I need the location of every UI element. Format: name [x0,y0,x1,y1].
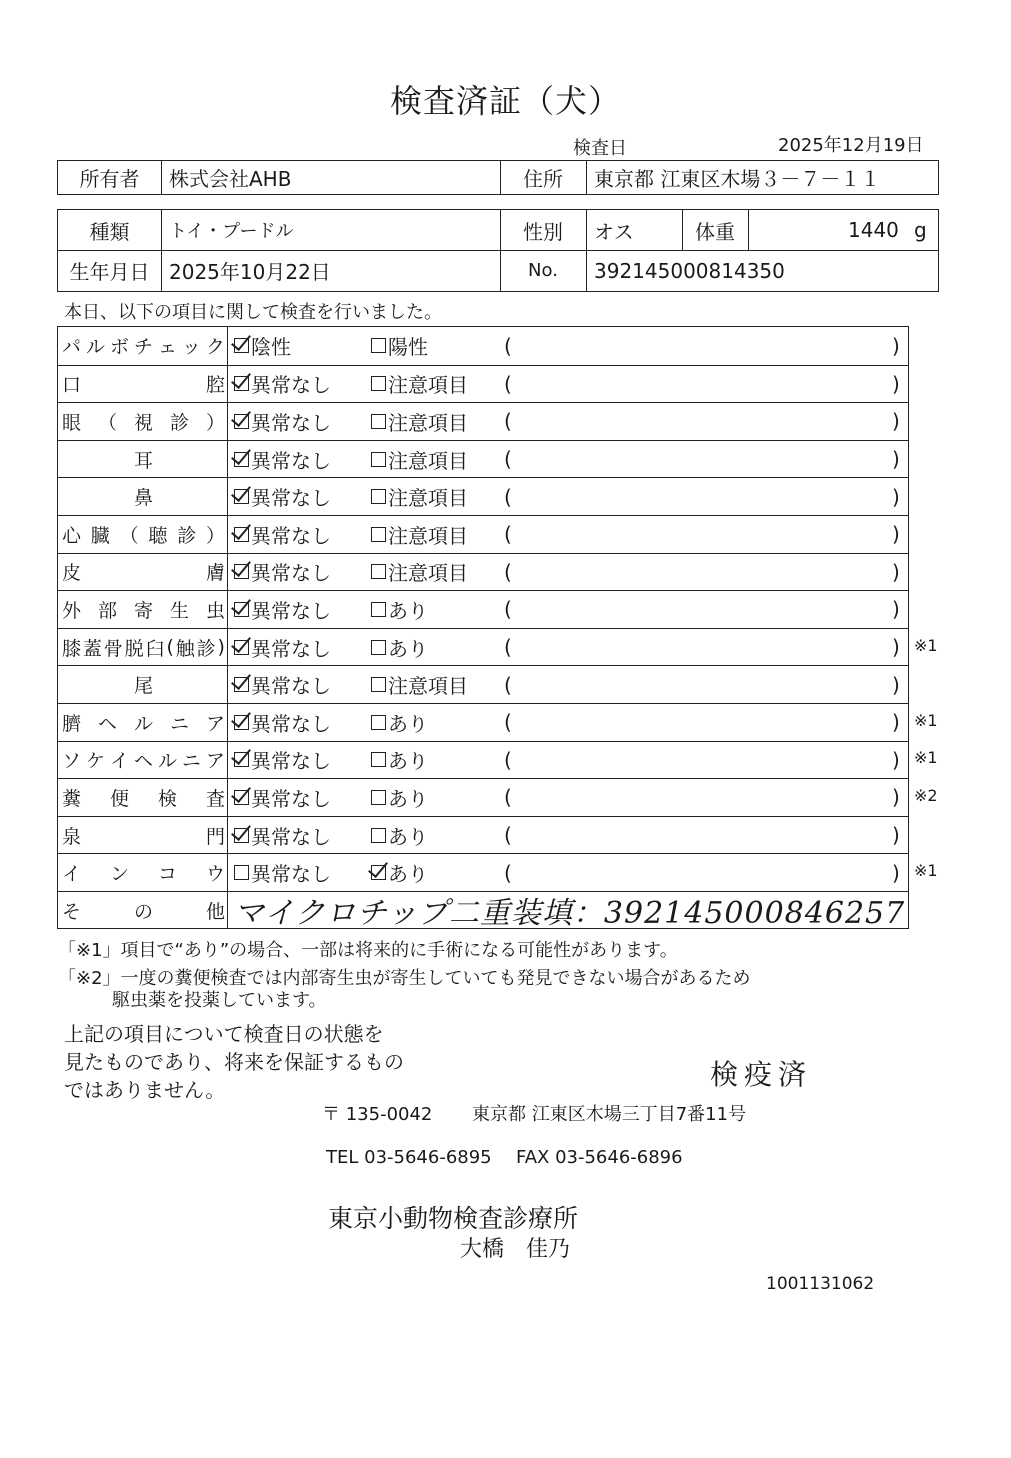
dob-value: 2025年10月22日 [169,260,331,284]
option-2-label: 注意項目 [388,448,468,473]
checkbox-icon[interactable] [234,602,249,617]
check-row [58,628,908,666]
option-2[interactable] [371,554,468,591]
paren-open: ( [504,860,512,885]
option-1-label: 異常なし [251,561,331,586]
check-label: 鼻 [133,487,153,510]
checkbox-icon[interactable] [371,527,386,542]
option-1-label: 異常なし [251,486,331,511]
footnote-marker: ※1 [914,635,938,655]
checkbox-icon[interactable] [234,828,249,843]
paren-open: ( [504,333,512,358]
option-2-label: あり [388,636,428,661]
exam-date-label: 検査日 [573,138,627,159]
disclaimer-line-1: 上記の項目について検査日の状態を [64,1022,384,1046]
check-row [58,402,908,440]
option-2[interactable] [371,366,468,403]
weight-label: 体重 [695,219,735,244]
option-1-label: 異常なし [251,598,331,623]
checkbox-icon[interactable] [234,376,249,391]
check-label: 泉 門 [62,825,225,848]
paren-open: ( [504,447,512,472]
option-2[interactable] [371,591,428,628]
check-row [58,703,908,741]
check-label: 耳 [133,449,153,472]
check-label: 外 部 寄 生 虫 [62,599,225,622]
option-1-label: 異常なし [251,523,331,548]
paren-close: ) [892,785,900,810]
exam-date-value: 2025年12月19日 [778,135,924,156]
check-row [58,365,908,403]
option-1-label: 異常なし [251,448,331,473]
option-1[interactable] [234,516,331,553]
breed-label: 種類 [89,219,130,244]
paren-open: ( [504,559,512,584]
footnote-marker: ※1 [914,710,938,730]
checkbox-icon[interactable] [234,640,249,655]
owner-label: 所有者 [79,167,140,191]
checkbox-icon[interactable] [371,564,386,579]
check-row [58,816,908,854]
footnote-marker: ※1 [914,748,938,768]
option-1[interactable] [234,366,331,403]
paren-close: ) [892,635,900,660]
owner-value: 株式会社AHB [169,167,292,191]
option-2[interactable] [371,742,428,779]
checkbox-icon[interactable] [371,489,386,504]
checkbox-icon[interactable] [371,640,386,655]
check-label: 眼 （ 視 診 ） [62,411,225,434]
clinic-name: 東京小動物検査診療所 [328,1204,579,1233]
option-2[interactable] [371,516,468,553]
check-row [58,590,908,628]
sex-label: 性別 [523,219,563,244]
check-row [58,515,908,553]
option-2-label: あり [388,749,428,774]
paren-close: ) [892,597,900,622]
option-1-label: 異常なし [251,824,331,849]
weight-unit: g [914,218,927,242]
check-row [58,327,908,365]
clinic-fax: FAX 03-5646-6896 [516,1147,683,1168]
checkbox-icon[interactable] [234,564,249,579]
checkbox-icon[interactable] [234,790,249,805]
paren-open: ( [504,522,512,547]
check-row [58,778,908,816]
paren-close: ) [892,333,900,358]
option-2-label: 陽性 [388,335,428,360]
other-label: そ の 他 [62,900,225,923]
paren-close: ) [892,672,900,697]
disclaimer-line-3: ではありません。 [64,1078,226,1102]
option-2[interactable] [371,779,428,816]
footnote-2b: 駆虫薬を投薬しています。 [112,990,327,1011]
footnote-2a: 「※2」一度の糞便検査では内部寄生虫が寄生していても発見できない場合があるため [58,968,751,989]
option-2-label: あり [388,862,428,887]
option-1[interactable] [234,441,331,478]
paren-close: ) [892,409,900,434]
paren-close: ) [892,747,900,772]
other-value: マイクロチップ二重装填：392145000846257 [234,896,906,932]
paren-open: ( [504,371,512,396]
footnote-1: 「※1」項目で“あり”の場合、一部は将来的に手術になる可能性があります。 [58,940,678,961]
checkbox-icon[interactable] [234,752,249,767]
intro-text: 本日、以下の項目に関して検査を行いました。 [64,302,442,323]
check-label: 尾 [133,675,153,698]
option-2-label: 注意項目 [388,486,468,511]
paren-close: ) [892,710,900,735]
checkbox-icon[interactable] [234,414,249,429]
option-2[interactable] [371,327,428,365]
option-2[interactable] [371,441,468,478]
check-row [58,741,908,779]
option-1-label: 異常なし [251,749,331,774]
check-label: 膝 蓋 骨 脱 臼 ( 触 診 ) [62,636,225,660]
clinic-person: 大橋 佳乃 [460,1237,571,1262]
option-1-label: 異常なし [251,862,331,887]
paren-open: ( [504,785,512,810]
clinic-address: 東京都 江東区木場三丁目7番11号 [472,1104,747,1125]
check-row [58,553,908,591]
no-value: 392145000814350 [594,258,785,283]
option-1[interactable] [234,478,331,515]
paren-close: ) [892,522,900,547]
paren-close: ) [892,559,900,584]
option-2[interactable] [371,403,468,440]
option-2-label: 注意項目 [388,523,468,548]
paren-open: ( [504,409,512,434]
check-label: ソ ケ イ ヘ ル ニ ア [62,750,225,773]
checkbox-icon[interactable] [234,677,249,692]
checkbox-icon[interactable] [234,715,249,730]
checkbox-icon[interactable] [371,677,386,692]
check-label: 糞 便 検 査 [62,787,225,810]
paren-close: ) [892,860,900,885]
check-row [58,477,908,515]
check-label: 皮 膚 [62,562,225,585]
check-label: 心 臓 （ 聴 診 ） [62,524,225,547]
other-row [58,891,908,932]
option-1-label: 異常なし [251,711,331,736]
option-1[interactable] [234,554,331,591]
option-2-label: あり [388,786,428,811]
paren-close: ) [892,371,900,396]
paren-open: ( [504,635,512,660]
option-1[interactable] [234,817,331,854]
checkbox-icon[interactable] [234,865,249,880]
checkbox-icon[interactable] [371,452,386,467]
checkbox-icon[interactable] [371,338,386,353]
option-1[interactable] [234,779,331,816]
option-1[interactable] [234,854,331,891]
option-1-label: 陰性 [251,335,291,360]
option-1-label: 異常なし [251,373,331,398]
footnote-marker: ※2 [914,786,938,805]
address-label: 住所 [523,167,563,191]
paren-close: ) [892,823,900,848]
paren-open: ( [504,484,512,509]
checkbox-icon[interactable] [371,376,386,391]
checkbox-icon[interactable] [234,527,249,542]
weight-value: 1440 [848,218,899,242]
quarantine-stamp: 検疫済 [710,1058,813,1091]
option-1[interactable] [234,629,331,666]
option-2[interactable] [371,478,468,515]
checkbox-icon[interactable] [234,452,249,467]
option-2[interactable] [371,817,428,854]
sex-value: オス [594,219,634,244]
option-2-label: 注意項目 [388,674,468,699]
option-2-label: あり [388,598,428,623]
option-2-label: あり [388,824,428,849]
owner-box [57,160,939,195]
footnote-marker: ※1 [914,861,938,881]
checks-table [57,326,909,932]
option-2-label: 注意項目 [388,561,468,586]
address-value: 東京都 江東区木場３－７－１１ [594,167,881,191]
option-1[interactable] [234,403,331,440]
pet-info-box [57,209,939,292]
paren-open: ( [504,747,512,772]
paren-open: ( [504,672,512,697]
checkbox-icon[interactable] [371,865,386,880]
paren-open: ( [504,710,512,735]
paren-open: ( [504,597,512,622]
option-2-label: 注意項目 [388,410,468,435]
checkbox-icon[interactable] [371,602,386,617]
checkbox-icon[interactable] [371,414,386,429]
option-2-label: 注意項目 [388,373,468,398]
check-row [58,440,908,478]
option-2-label: あり [388,711,428,736]
option-1-label: 異常なし [251,636,331,661]
check-row [58,665,908,703]
checkbox-icon[interactable] [234,338,249,353]
document-id: 1001131062 [766,1274,875,1294]
paren-close: ) [892,447,900,472]
checkbox-icon[interactable] [234,489,249,504]
option-2[interactable] [371,666,468,703]
disclaimer-line-2: 見たものであり、将来を保証するもの [64,1050,404,1074]
option-1[interactable] [234,666,331,703]
option-1-label: 異常なし [251,786,331,811]
option-2[interactable] [371,854,428,891]
option-1[interactable] [234,591,331,628]
checkbox-icon[interactable] [371,752,386,767]
check-label: パ ル ボ チ ェ ッ ク [62,336,225,359]
check-label: イ ン コ ウ [62,863,225,886]
checkbox-icon[interactable] [371,828,386,843]
dob-label: 生年月日 [69,260,150,284]
no-label: No. [528,260,558,281]
option-2[interactable] [371,704,428,741]
check-row [58,853,908,891]
paren-close: ) [892,484,900,509]
option-1[interactable] [234,704,331,741]
check-label: 臍 ヘ ル ニ ア [62,712,225,735]
checkbox-icon[interactable] [371,715,386,730]
paren-open: ( [504,823,512,848]
option-1[interactable] [234,327,291,365]
option-2[interactable] [371,629,428,666]
option-1[interactable] [234,742,331,779]
checkbox-icon[interactable] [371,790,386,805]
clinic-tel: TEL 03-5646-6895 [326,1147,492,1168]
clinic-postal: 〒 135-0042 [322,1104,433,1125]
option-1-label: 異常なし [251,410,331,435]
option-1-label: 異常なし [251,674,331,699]
check-label: 口 腔 [62,374,225,397]
document-title: 検査済証（犬） [389,82,621,120]
breed-value: トイ・プードル [169,221,294,242]
